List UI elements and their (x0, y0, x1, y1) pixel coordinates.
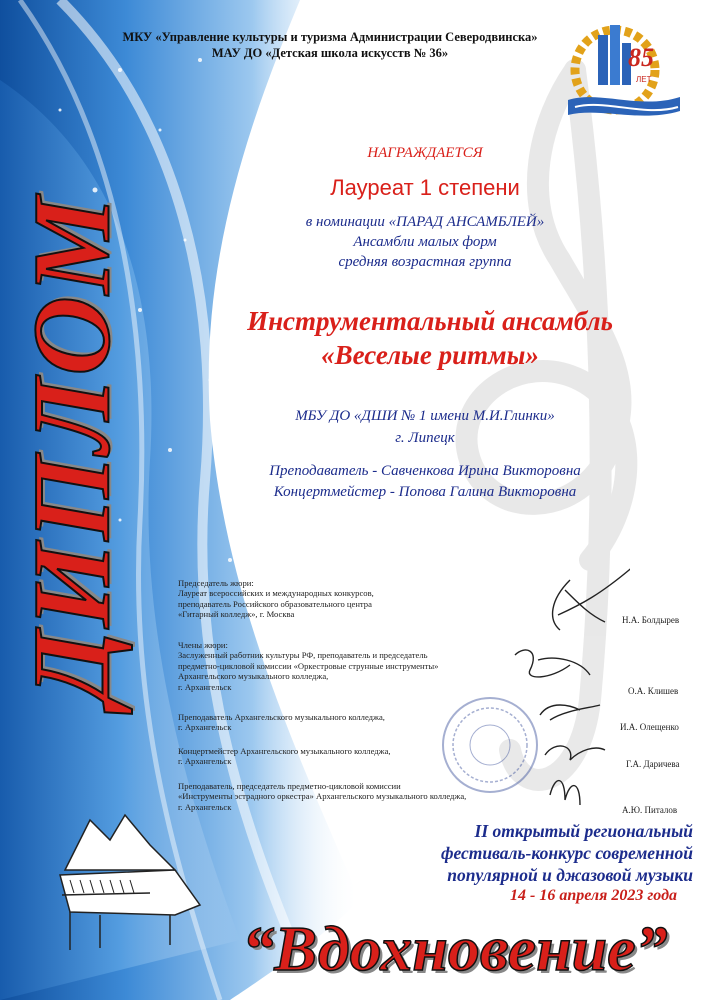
awarded-heading: НАГРАЖДАЕТСЯ (367, 145, 483, 161)
jury-line: Заслуженный работник культуры РФ, преподаватель и председатель (178, 650, 428, 661)
jury-line: г. Архангельск (178, 801, 232, 812)
festival-line-1: II открытый региональный (474, 821, 693, 841)
nomination: в номинации «ПАРАД АНСАМБЛЕЙ» (305, 214, 545, 230)
jury-line: Концертмейстер Архангельского музыкального колледжа, (178, 746, 391, 756)
jury-line: Члены жюри: (178, 640, 228, 650)
festival-dates: 14 - 16 апреля 2023 года (509, 887, 677, 904)
anniversary-logo-icon (560, 15, 690, 125)
jury-block-member-1 (178, 640, 438, 692)
teacher: Преподаватель - Савченкова Ирина Викторовна (269, 463, 581, 479)
institution-name: МБУ ДО «ДШИ № 1 имени М.И.Глинки» (295, 408, 555, 424)
festival-line-3: популярной и джазовой музыки (447, 865, 693, 885)
school-anniversary-logo (560, 15, 690, 125)
diploma-vertical-title: ДИПЛОМ (10, 194, 133, 706)
institution-city: г. Липецк (395, 430, 455, 446)
festival-line-2: фестиваль-конкурс современной (440, 843, 693, 863)
recipient-line-1: Инструментальный ансамбль (247, 306, 613, 336)
jury-line: Преподаватель, председатель предметно-цикловой комиссии (178, 781, 401, 791)
organizer-line-1: МКУ «Управление культуры и туризма Администрации Северодвинска» (122, 30, 538, 44)
jury-line: преподаватель Российского образовательного центра (178, 598, 372, 609)
jury-block-member-4 (178, 781, 466, 812)
anniversary-number: 85 (628, 43, 654, 72)
jury-line: г. Архангельск (178, 756, 232, 767)
age-group: средняя возрастная группа (338, 254, 512, 270)
jury-signatory-name: О.А. Клишев (628, 686, 679, 696)
diploma-vertical-title-wrap (10, 194, 133, 706)
jury-line: предметно-цикловой комиссии «Оркестровые струнные инструменты» (178, 660, 439, 671)
jury-signatory-name: А.Ю. Питалов (622, 805, 678, 815)
jury-block-member-2 (178, 712, 385, 733)
official-stamp (443, 698, 537, 792)
anniversary-suffix: ЛЕТ (636, 75, 652, 84)
jury-line: Архангельского музыкального колледжа, (178, 671, 329, 682)
organizer-line-2: МАУ ДО «Детская школа искусств № 36» (211, 46, 449, 60)
award-degree: Лауреат 1 степени (330, 175, 520, 200)
jury-line: Лауреат всероссийских и международных конкурсов, (178, 588, 374, 599)
jury-block-chair (178, 578, 374, 620)
jury-line: «Инструменты эстрадного оркестра» Архангельского музыкального колледжа, (178, 791, 467, 802)
jury-signatory-name: Н.А. Болдырев (622, 615, 680, 625)
jury-line: г. Архангельск (178, 722, 232, 733)
jury-line: Председатель жюри: (178, 578, 254, 588)
jury-line: г. Архангельск (178, 681, 232, 692)
handwritten-signatures (515, 565, 630, 805)
jury-block-member-3 (178, 746, 391, 767)
jury-line: «Гитарный колледж», г. Москва (178, 609, 295, 620)
signatures-and-stamp (430, 560, 630, 820)
jury-signatory-name: Г.А. Даричева (626, 759, 680, 769)
nomination-form: Ансамбли малых форм (353, 234, 497, 250)
festival-name: “Вдохновение” (242, 913, 668, 984)
jury-line: Преподаватель Архангельского музыкального колледжа, (178, 712, 385, 722)
recipient-line-2: «Веселые ритмы» (321, 340, 539, 370)
jury-signatory-name: И.А. Олещенко (620, 722, 679, 732)
accompanist: Концертмейстер - Попова Галина Викторовна (273, 484, 577, 500)
